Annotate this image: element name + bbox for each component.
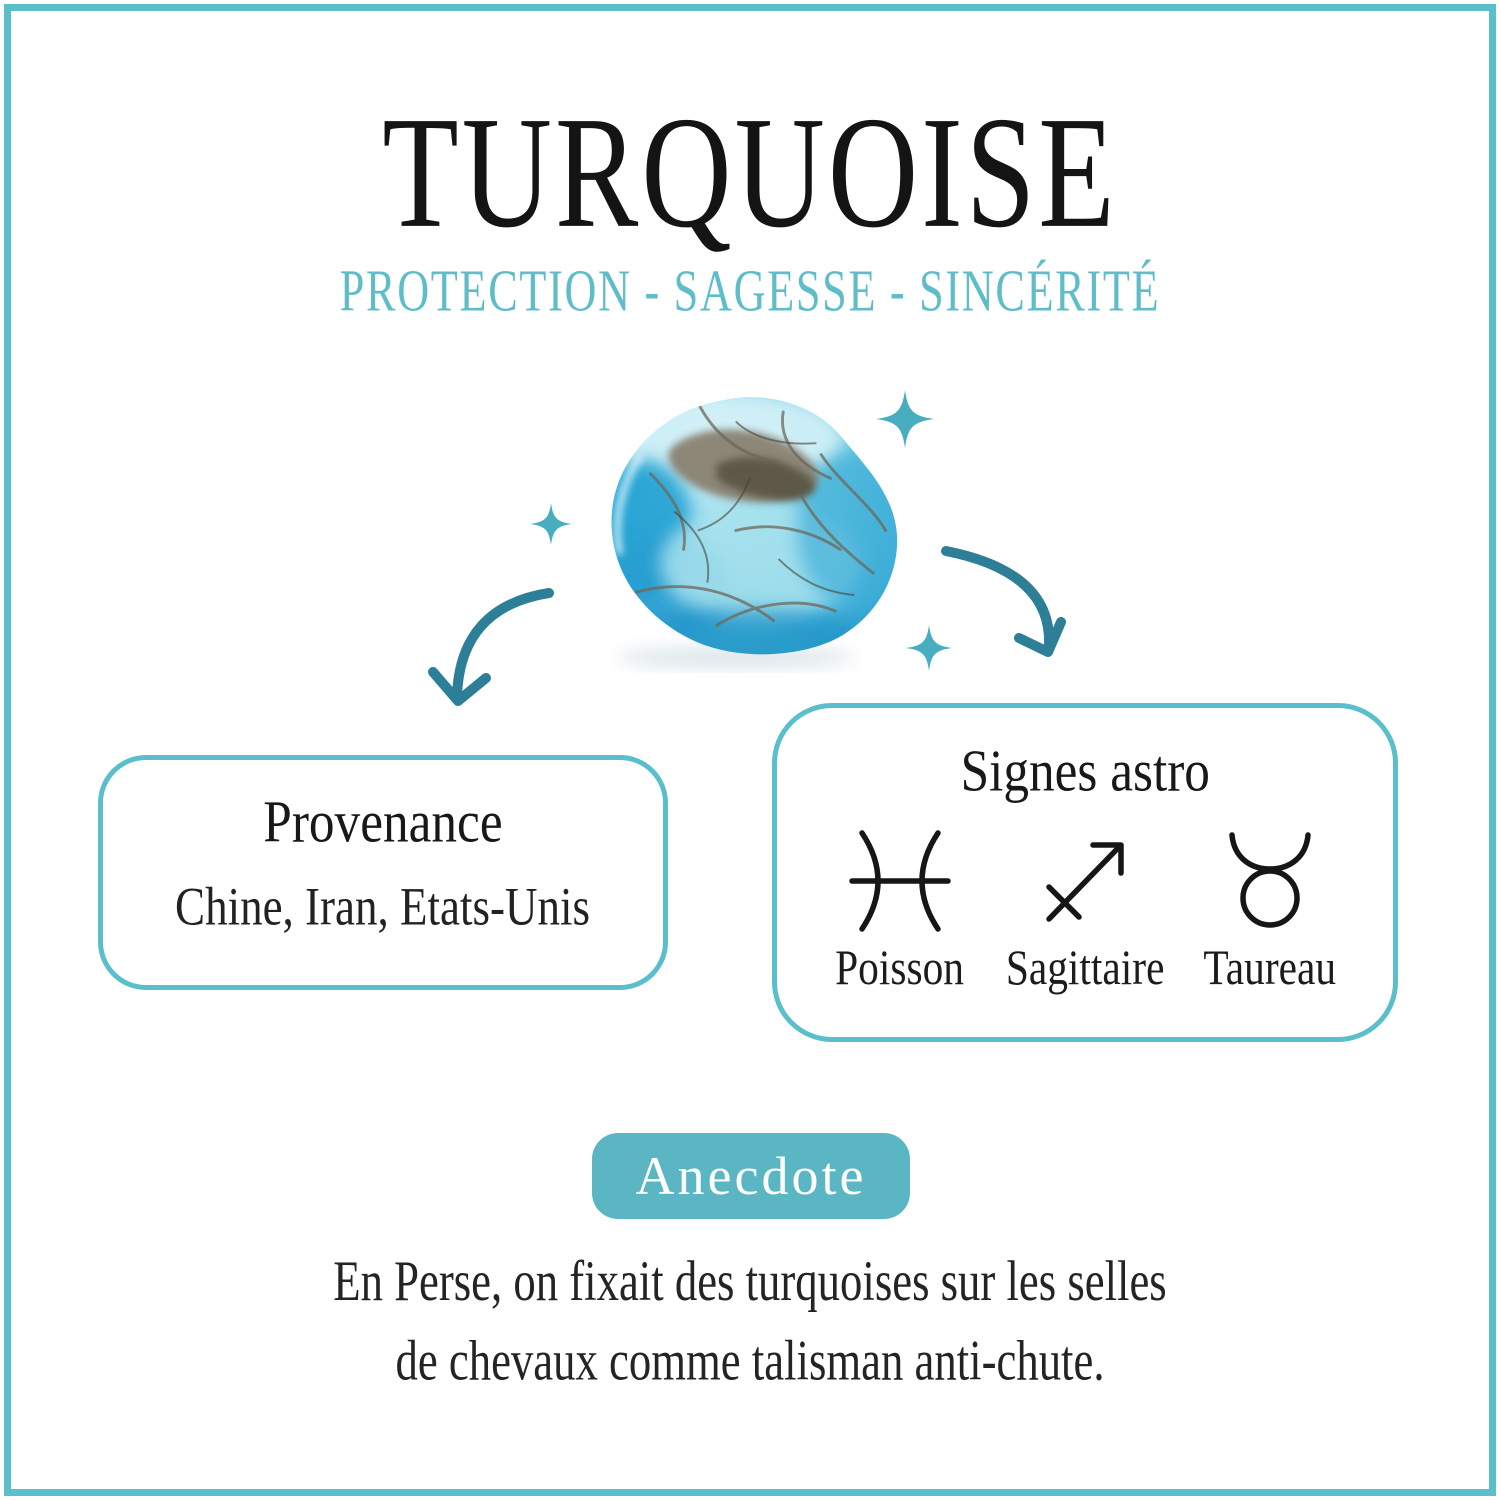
sign-poisson <box>830 821 970 996</box>
astro-box <box>772 703 1398 1042</box>
anecdote-line-2: de chevaux comme talisman anti-chute. <box>395 1329 1105 1393</box>
stone-image <box>584 388 916 673</box>
pisces-icon <box>835 821 965 941</box>
zodiac-signs-row <box>830 821 1340 996</box>
astro-title: Signes astro <box>960 737 1210 804</box>
sign-taureau <box>1200 821 1340 996</box>
anecdote-text <box>105 1243 1395 1401</box>
taurus-icon <box>1205 821 1335 941</box>
curved-arrow-left-head-icon <box>433 672 486 701</box>
curved-arrow-right-icon <box>946 551 1049 645</box>
sign-label: Taureau <box>1203 940 1337 996</box>
provenance-box <box>98 755 668 990</box>
sign-label: Sagittaire <box>1005 940 1165 996</box>
anecdote-badge: Anecdote <box>592 1133 910 1219</box>
anecdote-line-1: En Perse, on fixait des turquoises sur les selles <box>333 1250 1167 1314</box>
curved-arrow-right-head-icon <box>1019 622 1061 652</box>
turquoise-stone-photo <box>584 388 916 673</box>
page-title: TURQUOISE <box>382 85 1118 262</box>
sign-sagittaire <box>1005 821 1165 996</box>
subtitle-keywords: PROTECTION - SAGESSE - SINCÉRITÉ <box>339 258 1161 325</box>
sparkle-icon <box>530 503 572 545</box>
provenance-countries: Chine, Iran, Etats-Unis <box>175 875 591 936</box>
curved-arrow-left-icon <box>457 593 549 696</box>
sagittarius-icon <box>1020 821 1150 941</box>
provenance-title: Provenance <box>263 789 503 856</box>
sign-label: Poisson <box>835 940 965 996</box>
